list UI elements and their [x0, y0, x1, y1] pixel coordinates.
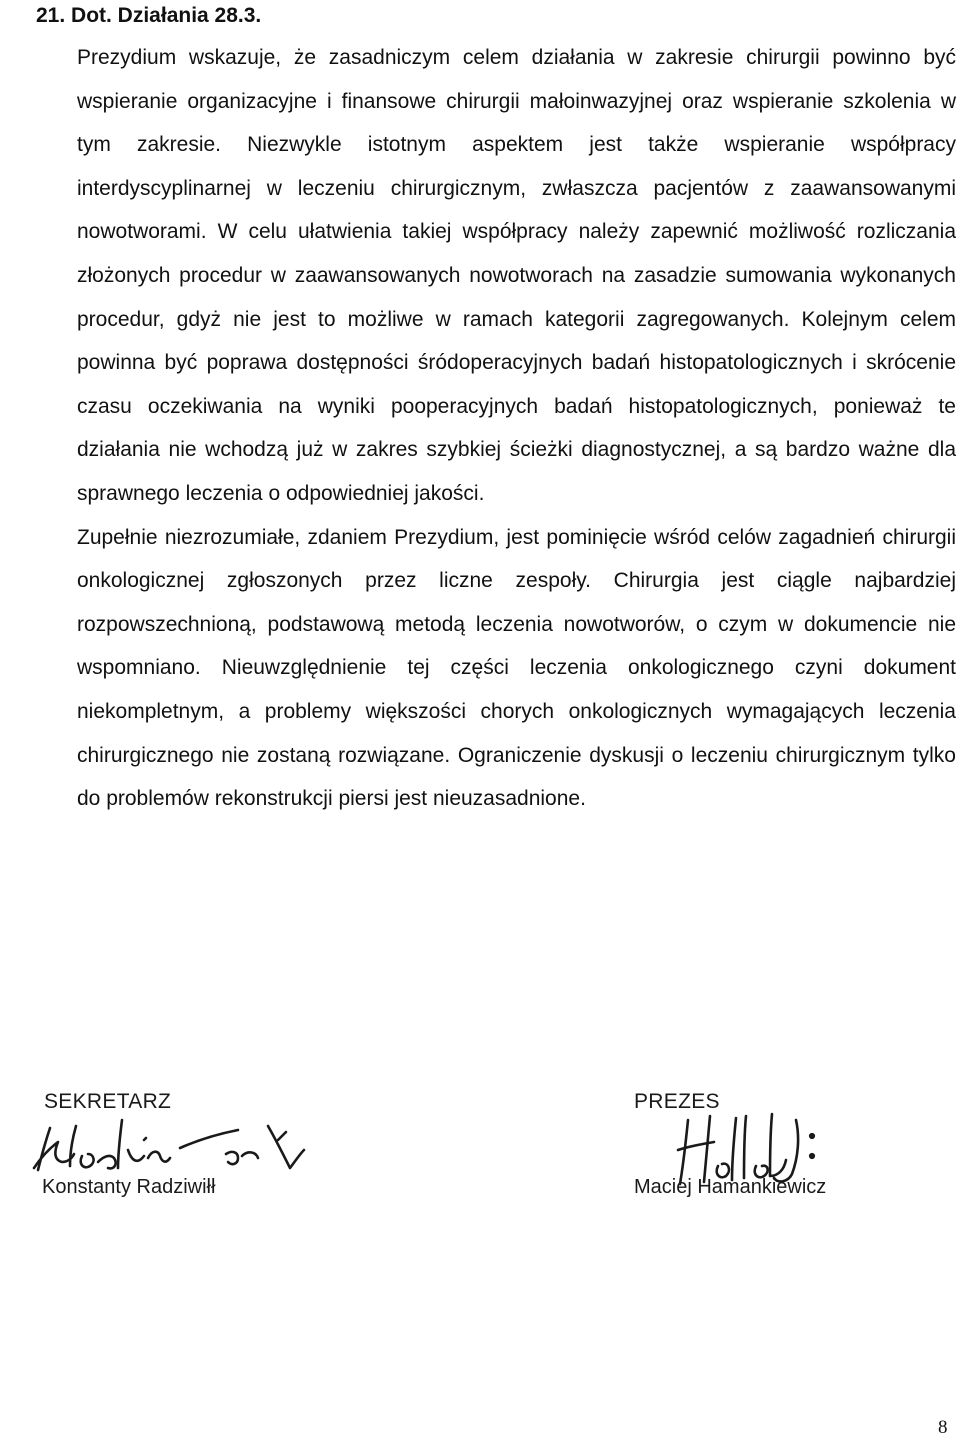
paragraph-1: Prezydium wskazuje, że zasadniczym celem działania w zakresie chirurgii powinno być wspieranie organizacyjne i finansowe chirurgii małoinwazyjnej oraz wspieranie szkolenia w tym zakresie. Niezwykle istotnym aspektem jest także wspieranie współpracy interdyscyplinarnej w leczeniu chirurgicznym, zwłaszcza pacjentów z zaawansowanymi nowotworami. W celu ułatwienia takiej współpracy należy zapewnić możliwość rozliczania złożonych procedur w zaawansowanych nowotworach na zasadzie sumowania wykonanych procedur, gdyż nie jest to możliwe w ramach kategorii zagregowanych. Kolejnym celem powinna być poprawa dostępności śródoperacyjnych badań histopatologicznych i skrócenie czasu oczekiwania na wyniki pooperacyjnych badań histopatologicznych, ponieważ te działania nie wchodzą już w zakres szybkiej ścieżki diagnostycznej, a są bardzo ważne dla sprawnego leczenia o odpowiedniej jakości.	[77, 46, 956, 505]
signature-block-secretary	[28, 1070, 328, 1220]
signature-block-president	[628, 1080, 928, 1230]
signatory-name: Konstanty Radziwiłł	[42, 1176, 216, 1198]
handwritten-signature-president	[628, 1080, 928, 1230]
signature-role-label: SEKRETARZ	[44, 1090, 172, 1113]
page-number: 8	[938, 1417, 948, 1438]
paragraph-2: Zupełnie niezrozumiałe, zdaniem Prezydium, jest pominięcie wśród celów zagadnień chirurgii onkologicznej zgłoszonych przez liczne zespoły. Chirurgia jest ciągle najbardziej rozpowszechnioną, podstawową metodą leczenia nowotworów, o czym w dokumencie nie wspomniano. Nieuwzględnienie tej części leczenia onkologicznego czyni dokument niekompletnym, a problemy większości chorych onkologicznych wymagających leczenia chirurgicznego nie zostaną rozwiązane. Ograniczenie dyskusji o leczeniu chirurgicznym tylko do problemów rekonstrukcji piersi jest nieuzasadnione.	[77, 525, 956, 811]
section-heading: 21. Dot. Działania 28.3.	[36, 4, 262, 27]
body-text	[77, 36, 956, 821]
signature-role-label: PREZES	[634, 1090, 720, 1113]
signatory-name: Maciej Hamankiewicz	[634, 1176, 827, 1198]
